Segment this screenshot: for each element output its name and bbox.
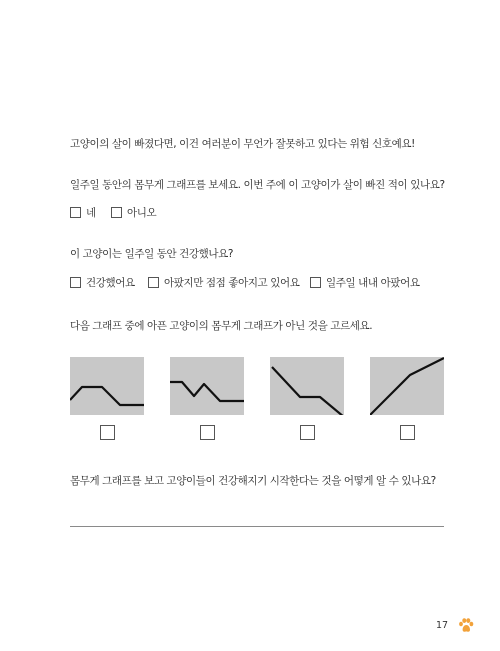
question-4: 몸무게 그래프를 보고 고양이들이 건강해지기 시작한다는 것을 어떻게 알 수 있나요? bbox=[70, 475, 436, 487]
option-healthy-label: 건강했어요 bbox=[86, 277, 135, 289]
question-3: 다음 그래프 중에 아픈 고양이의 몸무게 그래프가 아닌 것을 고르세요. bbox=[70, 320, 373, 332]
option-yes[interactable] bbox=[70, 205, 96, 220]
page-number: 17 bbox=[436, 620, 449, 631]
intro-text: 고양이의 살이 빠졌다면, 이건 여러분이 무언가 잘못하고 있다는 위험 신호예요! bbox=[70, 138, 415, 150]
question-2: 이 고양이는 일주일 동안 건강했나요? bbox=[70, 248, 234, 260]
graph-2-checkbox[interactable] bbox=[200, 425, 215, 440]
answer-line[interactable] bbox=[70, 526, 444, 527]
graph-4-checkbox[interactable] bbox=[400, 425, 415, 440]
checkbox-sick-all-week[interactable] bbox=[310, 277, 321, 288]
graph-2-line bbox=[170, 382, 244, 401]
graph-1-line bbox=[70, 387, 144, 405]
checkbox-healthy[interactable] bbox=[70, 277, 81, 288]
weight-graph-1 bbox=[70, 357, 144, 415]
graph-4-line bbox=[370, 358, 444, 415]
option-sick-all-week-label: 일주일 내내 아팠어요 bbox=[326, 277, 420, 289]
paw-icon bbox=[458, 617, 474, 633]
weight-graph-4 bbox=[370, 357, 444, 415]
option-recovering[interactable] bbox=[148, 275, 299, 290]
option-healthy[interactable] bbox=[70, 275, 135, 290]
weight-graph-2 bbox=[170, 357, 244, 415]
checkbox-no[interactable] bbox=[111, 207, 122, 218]
graph-3-checkbox[interactable] bbox=[300, 425, 315, 440]
option-no[interactable] bbox=[111, 205, 156, 220]
option-yes-label: 네 bbox=[86, 207, 96, 219]
question-1: 일주일 동안의 몸무게 그래프를 보세요. 이번 주에 이 고양이가 살이 빠진 적이 있나요? bbox=[70, 179, 445, 191]
graph-1-checkbox[interactable] bbox=[100, 425, 115, 440]
graph-3-line bbox=[272, 367, 344, 415]
option-no-label: 아니오 bbox=[127, 207, 157, 219]
checkbox-yes[interactable] bbox=[70, 207, 81, 218]
option-sick-all-week[interactable] bbox=[310, 275, 420, 290]
checkbox-recovering[interactable] bbox=[148, 277, 159, 288]
weight-graph-3 bbox=[270, 357, 344, 415]
option-recovering-label: 아팠지만 점점 좋아지고 있어요 bbox=[164, 277, 300, 289]
